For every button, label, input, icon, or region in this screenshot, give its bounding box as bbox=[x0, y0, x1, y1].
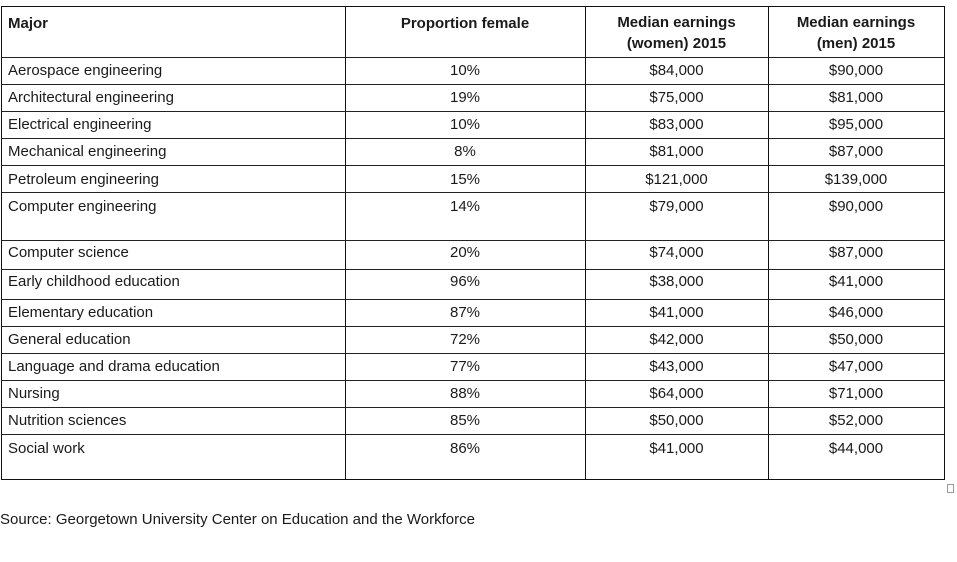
cell-major: Elementary education bbox=[8, 304, 154, 321]
cell-median-women: $74,000 bbox=[649, 244, 704, 261]
cell-median-men: $139,000 bbox=[824, 171, 888, 188]
cell-median-women: $38,000 bbox=[649, 273, 704, 290]
row-divider bbox=[2, 240, 944, 241]
row-divider bbox=[2, 269, 944, 270]
cell-median-men: $44,000 bbox=[828, 440, 884, 457]
cell-median-women: $41,000 bbox=[649, 304, 704, 321]
cell-major: Aerospace engineering bbox=[8, 62, 163, 79]
cell-major: General education bbox=[8, 331, 131, 348]
cell-median-women: $121,000 bbox=[645, 171, 708, 188]
cell-major: Architectural engineering bbox=[8, 89, 174, 106]
cell-proportion-female: 88% bbox=[449, 385, 481, 402]
header-median-women bbox=[585, 12, 768, 54]
cell-proportion-female: 8% bbox=[454, 143, 476, 160]
cell-proportion-female: 20% bbox=[449, 244, 481, 261]
cell-proportion-female: 86% bbox=[449, 440, 481, 457]
row-divider bbox=[2, 84, 944, 85]
header-median-men bbox=[768, 12, 944, 54]
cell-median-men: $87,000 bbox=[828, 244, 884, 261]
source-note: Source: Georgetown University Center on Education and the Workforce bbox=[0, 511, 475, 528]
cell-median-men: $90,000 bbox=[828, 62, 884, 79]
row-divider bbox=[2, 353, 944, 354]
cell-median-women: $83,000 bbox=[649, 116, 704, 133]
cell-major: Petroleum engineering bbox=[8, 171, 159, 188]
row-divider bbox=[2, 111, 944, 112]
header-median-men-line1: Median earnings bbox=[796, 14, 916, 31]
cell-median-men: $71,000 bbox=[828, 385, 884, 402]
cell-proportion-female: 85% bbox=[449, 412, 481, 429]
header-major: Major bbox=[8, 15, 49, 32]
cell-median-women: $43,000 bbox=[649, 358, 704, 375]
row-divider bbox=[2, 407, 944, 408]
cell-proportion-female: 14% bbox=[449, 198, 481, 215]
row-divider bbox=[2, 165, 944, 166]
row-divider bbox=[2, 326, 944, 327]
cell-proportion-female: 10% bbox=[449, 116, 481, 133]
header-proportion-female: Proportion female bbox=[400, 15, 530, 32]
cell-proportion-female: 15% bbox=[449, 171, 481, 188]
row-divider bbox=[2, 138, 944, 139]
cell-median-men: $52,000 bbox=[828, 412, 884, 429]
cell-major: Computer engineering bbox=[8, 198, 157, 215]
cell-major: Language and drama education bbox=[8, 358, 220, 375]
cell-proportion-female: 96% bbox=[449, 273, 481, 290]
cell-major: Mechanical engineering bbox=[8, 143, 167, 160]
header-median-women-line2: (women) 2015 bbox=[626, 35, 727, 52]
cell-median-women: $50,000 bbox=[649, 412, 704, 429]
header-divider bbox=[2, 57, 944, 58]
resize-handle-icon bbox=[947, 484, 954, 493]
cell-median-men: $87,000 bbox=[828, 143, 884, 160]
cell-median-men: $41,000 bbox=[828, 273, 884, 290]
cell-median-men: $81,000 bbox=[828, 89, 884, 106]
cell-median-women: $41,000 bbox=[649, 440, 704, 457]
cell-major: Nutrition sciences bbox=[8, 412, 127, 429]
cell-median-men: $95,000 bbox=[828, 116, 884, 133]
cell-proportion-female: 87% bbox=[449, 304, 481, 321]
cell-proportion-female: 77% bbox=[449, 358, 481, 375]
header-median-men-line2: (men) 2015 bbox=[816, 35, 896, 52]
cell-median-men: $47,000 bbox=[828, 358, 884, 375]
cell-median-women: $75,000 bbox=[649, 89, 704, 106]
cell-major: Computer science bbox=[8, 244, 129, 261]
cell-median-women: $42,000 bbox=[649, 331, 704, 348]
cell-median-women: $81,000 bbox=[649, 143, 704, 160]
cell-proportion-female: 10% bbox=[449, 62, 481, 79]
cell-median-men: $46,000 bbox=[828, 304, 884, 321]
cell-median-women: $84,000 bbox=[649, 62, 704, 79]
row-divider bbox=[2, 192, 944, 193]
cell-median-men: $90,000 bbox=[828, 198, 884, 215]
cell-major: Social work bbox=[8, 440, 85, 457]
cell-median-women: $79,000 bbox=[649, 198, 704, 215]
cell-proportion-female: 72% bbox=[449, 331, 481, 348]
cell-major: Early childhood education bbox=[8, 273, 180, 290]
row-divider bbox=[2, 299, 944, 300]
cell-major: Nursing bbox=[8, 385, 60, 402]
earnings-table bbox=[1, 6, 945, 480]
row-divider bbox=[2, 434, 944, 435]
header-median-women-line1: Median earnings bbox=[617, 14, 736, 31]
cell-major: Electrical engineering bbox=[8, 116, 152, 133]
row-divider bbox=[2, 380, 944, 381]
cell-median-women: $64,000 bbox=[649, 385, 704, 402]
cell-median-men: $50,000 bbox=[828, 331, 884, 348]
cell-proportion-female: 19% bbox=[449, 89, 481, 106]
